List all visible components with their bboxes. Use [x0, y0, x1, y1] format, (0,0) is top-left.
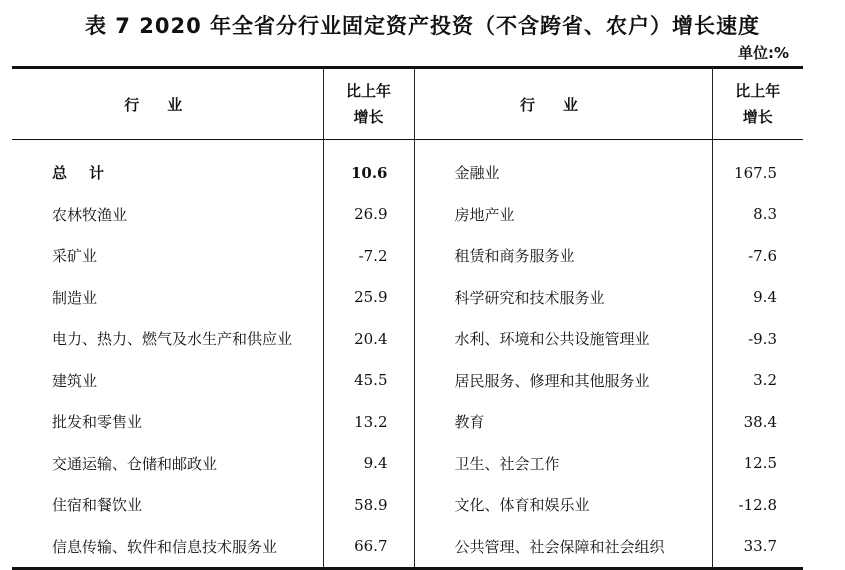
- header-industry-right: 行业: [414, 68, 712, 140]
- right-industry-name: 金融业: [414, 140, 712, 194]
- left-growth-value: 66.7: [323, 526, 414, 569]
- right-growth-value: -7.6: [712, 235, 803, 277]
- table-row: [12, 140, 803, 194]
- table-row: [12, 277, 803, 319]
- left-industry-name: 批发和零售业: [52, 413, 143, 432]
- header-row: [12, 68, 803, 140]
- left-industry-name: 住宿和餐饮业: [52, 496, 143, 515]
- left-growth-value: -7.2: [323, 235, 414, 277]
- right-industry-name: 居民服务、修理和其他服务业: [414, 360, 712, 402]
- right-industry-name: 租赁和商务服务业: [414, 235, 712, 277]
- left-growth-value: 25.9: [323, 277, 414, 319]
- header-growth-line2: 增长: [353, 108, 384, 126]
- left-industry-name: 建筑业: [52, 371, 98, 390]
- left-industry-name: 制造业: [52, 288, 98, 307]
- table-row: [12, 484, 803, 526]
- left-growth-value: 26.9: [323, 194, 414, 236]
- left-industry-name: 信息传输、软件和信息技术服务业: [52, 537, 278, 556]
- left-growth-value: 20.4: [323, 318, 414, 360]
- right-industry-name: 卫生、社会工作: [414, 443, 712, 485]
- left-growth-value: 9.4: [323, 443, 414, 485]
- left-industry-name: 采矿业: [52, 247, 98, 266]
- table-title: 表 7 2020 年全省分行业固定资产投资（不含跨省、农户）增长速度: [85, 14, 760, 38]
- table-row: [12, 401, 803, 443]
- left-industry-name: 总计: [52, 164, 127, 183]
- header-growth-line1: 比上年: [735, 82, 781, 100]
- left-growth-value: 58.9: [323, 484, 414, 526]
- right-industry-name: 科学研究和技术服务业: [414, 277, 712, 319]
- right-industry-name: 文化、体育和娱乐业: [414, 484, 712, 526]
- header-industry-left: 行业: [124, 95, 211, 114]
- right-industry-name: 教育: [414, 401, 712, 443]
- left-growth-value: 45.5: [323, 360, 414, 402]
- right-growth-value: 167.5: [712, 140, 803, 194]
- left-industry-name: 交通运输、仓储和邮政业: [52, 454, 218, 473]
- right-growth-value: 38.4: [712, 401, 803, 443]
- right-growth-value: -12.8: [712, 484, 803, 526]
- right-growth-value: 3.2: [712, 360, 803, 402]
- header-growth-line1: 比上年: [345, 82, 391, 100]
- table-row: [12, 360, 803, 402]
- table-row: [12, 526, 803, 569]
- left-growth-value: 10.6: [323, 140, 414, 194]
- header-growth-right: [712, 68, 803, 140]
- right-growth-value: 33.7: [712, 526, 803, 569]
- right-growth-value: 9.4: [712, 277, 803, 319]
- right-industry-name: 房地产业: [414, 194, 712, 236]
- left-industry-name: 农林牧渔业: [52, 205, 128, 224]
- right-industry-name: 公共管理、社会保障和社会组织: [414, 526, 712, 569]
- header-growth-left: [323, 68, 414, 140]
- table-row: [12, 235, 803, 277]
- table-row: [12, 443, 803, 485]
- header-growth-line2: 增长: [742, 108, 773, 126]
- growth-table: [12, 66, 803, 570]
- right-industry-name: 水利、环境和公共设施管理业: [414, 318, 712, 360]
- right-growth-value: 8.3: [712, 194, 803, 236]
- left-growth-value: 13.2: [323, 401, 414, 443]
- unit-label: 单位:%: [737, 44, 789, 62]
- left-industry-name: 电力、热力、燃气及水生产和供应业: [52, 330, 293, 349]
- right-growth-value: -9.3: [712, 318, 803, 360]
- right-growth-value: 12.5: [712, 443, 803, 485]
- table-row: [12, 318, 803, 360]
- table-row: [12, 194, 803, 236]
